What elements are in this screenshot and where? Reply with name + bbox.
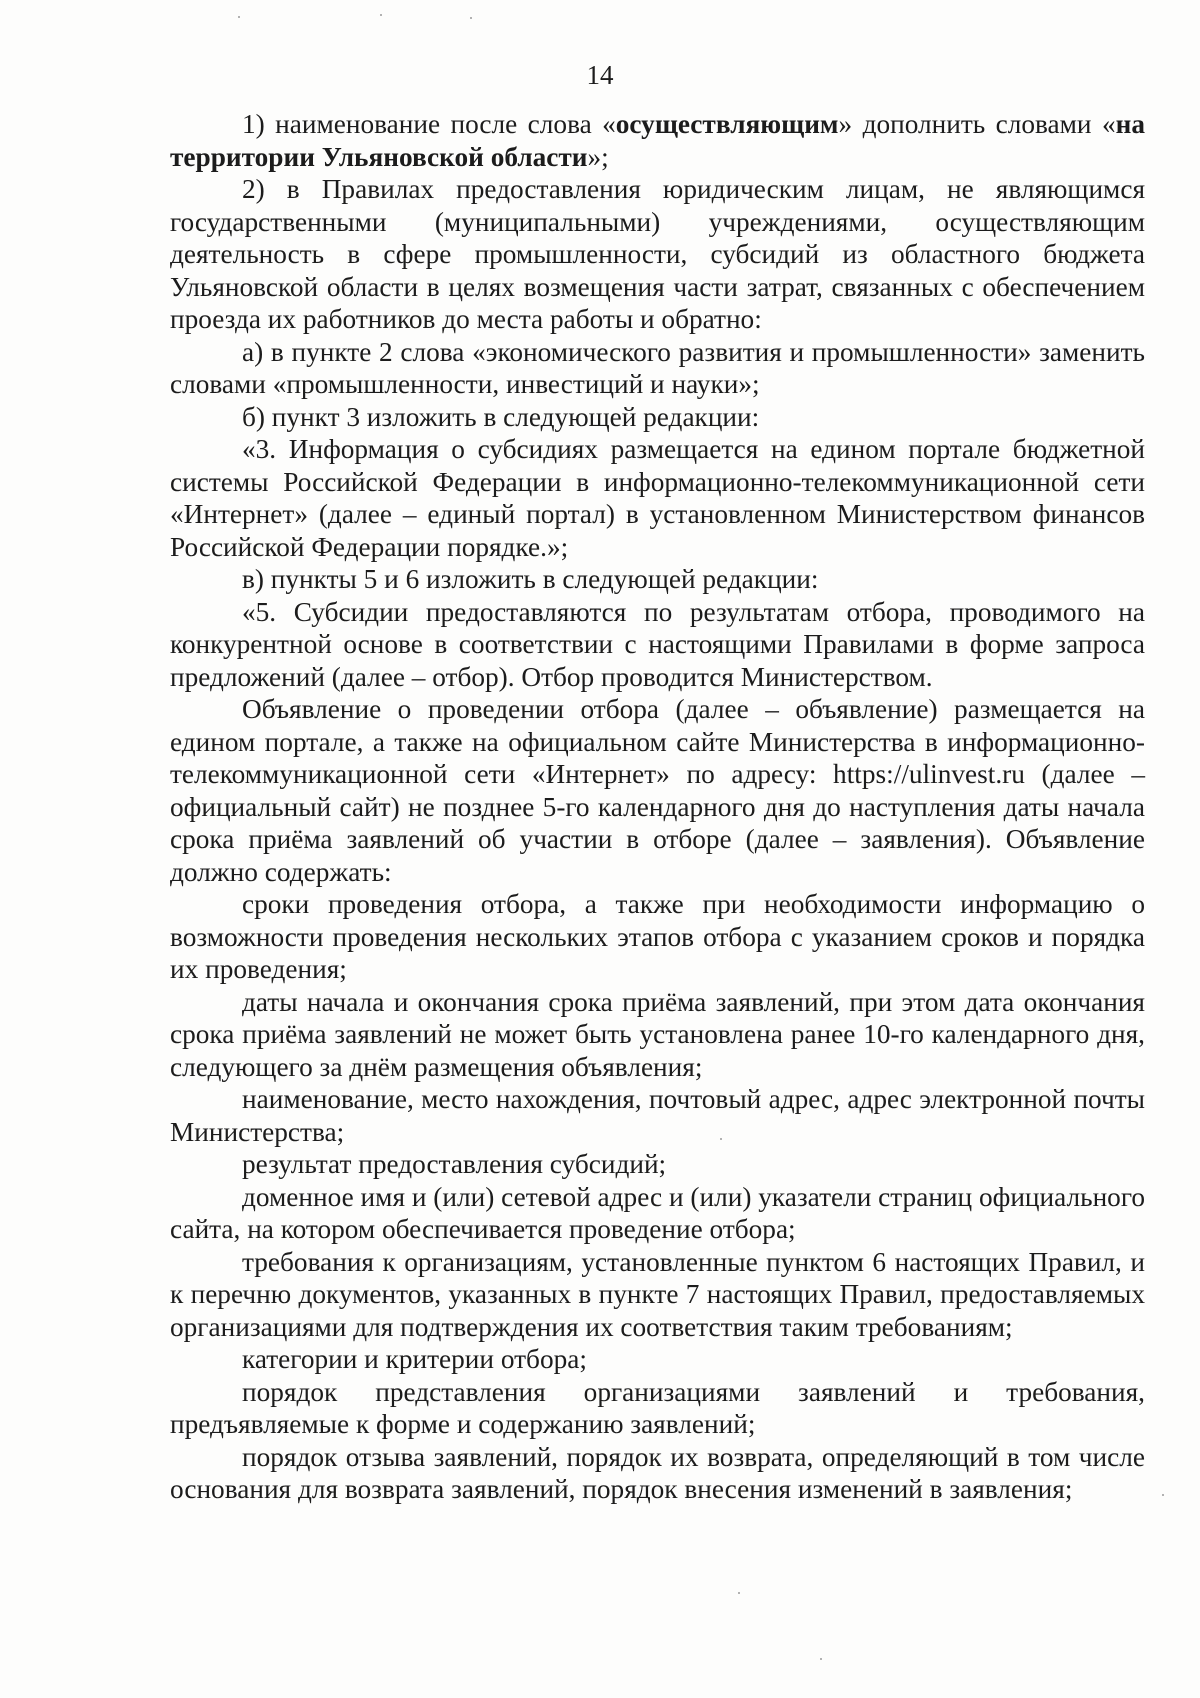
paragraph-item-a: а) в пункте 2 слова «экономического развития и промышленности» заменить словами «промышленности, инвестиций и науки»; (170, 336, 1145, 399)
bold-term: осуществляющим (615, 109, 839, 139)
scan-speck (720, 1138, 722, 1140)
paragraph-text: 1) наименование после слова « (242, 109, 616, 139)
scan-speck (738, 1592, 740, 1594)
scan-speck (380, 14, 382, 16)
list-item: порядок представления организациями заявлений и требования, предъявляемые к форме и содержанию заявлений; (170, 1376, 1145, 1439)
paragraph-clause-3: «3. Информация о субсидиях размещается на едином портале бюджетной системы Российской Федерации в информационно-телекоммуникационной сети «Интернет» (далее – единый портал) в установленном Министерством финансов Российской Федерации порядке.»; (170, 434, 1145, 562)
scan-speck (820, 1658, 822, 1660)
paragraph-amendment-1 (170, 108, 1145, 173)
scan-speck (238, 16, 240, 18)
list-item: наименование, место нахождения, почтовый адрес, адрес электронной почты Министерства; (170, 1084, 1145, 1147)
paragraph-clause-5: «5. Субсидии предоставляются по результатам отбора, проводимого на конкурентной основе в соответствии с настоящими Правилами в форме запроса предложений (далее – отбор). Отбор проводится Министерством. (170, 596, 1145, 692)
paragraph-item-b: б) пункт 3 изложить в следующей редакции: (242, 401, 760, 432)
paragraph-text: »; (587, 141, 609, 172)
list-item: требования к организациям, установленные пунктом 6 настоящих Правил, и к перечню документов, указанных в пункте 7 настоящих Правил, предоставляемых организациями для подтверждения их соответствия таким требованиям; (170, 1246, 1145, 1342)
list-item: даты начала и окончания срока приёма заявлений, при этом дата окончания срока приёма заявлений не может быть установлена ранее 10-го календарного дня, следующего за днём размещения объявления; (170, 986, 1145, 1082)
paragraph-item-v: в) пункты 5 и 6 изложить в следующей редакции: (242, 564, 819, 594)
list-item: сроки проведения отбора, а также при необходимости информацию о возможности проведения нескольких этапов отбора с указанием сроков и порядка их проведения; (170, 889, 1145, 984)
paragraph-announcement: Объявление о проведении отбора (далее – объявление) размещается на едином портале, а также на официальном сайте Министерства в информационно-телекоммуникационной сети «Интернет» по адресу: https://ulinvest.ru (далее – официальный сайт) не позднее 5-го календарного дня до наступления даты начала срока приёма заявлений об участии в отборе (далее – заявления). Объявление должно содержать: (170, 694, 1145, 887)
list-item: порядок отзыва заявлений, порядок их возврата, определяющий в том числе основания для возврата заявлений, порядок внесения изменений в заявления; (170, 1441, 1145, 1504)
paragraph-text: » дополнить словами « (838, 109, 1116, 139)
paragraph-amendment-2: 2) в Правилах предоставления юридическим лицам, не являющимся государственными (муниципальными) учреждениями, осуществляющим деятельность в сфере промышленности, субсидий из областного бюджета Ульяновской области в целях возмещения части затрат, связанных с обеспечением проезда их работников до места работы и обратно: (170, 174, 1145, 334)
document-body (170, 108, 1145, 1506)
page-number: 14 (586, 60, 614, 90)
scan-speck (1162, 1494, 1164, 1496)
scan-speck (470, 17, 472, 19)
list-item: доменное имя и (или) сетевой адрес и (или) указатели страниц официального сайта, на котором обеспечивается проведение отбора; (170, 1181, 1145, 1244)
list-item: результат предоставления субсидий; (242, 1149, 667, 1179)
bold-term: на территории Ульяновской области (170, 109, 1145, 172)
list-item: категории и критерии отбора; (242, 1344, 587, 1374)
